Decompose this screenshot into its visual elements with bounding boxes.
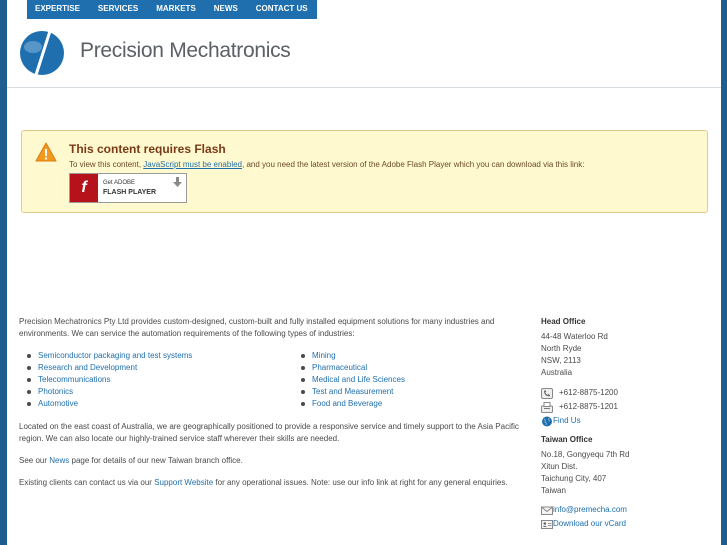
nav-expertise[interactable]: EXPERTISE [35, 4, 80, 13]
head-office-title: Head Office [541, 317, 586, 326]
industry-item[interactable]: Research and Development [19, 362, 293, 374]
email-link[interactable]: info@premecha.com [553, 505, 627, 514]
flash-title: This content requires Flash [69, 142, 226, 156]
flash-text [69, 160, 584, 169]
news-before: See our [19, 456, 50, 465]
news-text [19, 455, 519, 467]
address-line: 44-48 Waterloo Rd [541, 332, 608, 341]
industries-column-1 [19, 350, 293, 410]
download-arrow-icon [173, 177, 182, 187]
header [7, 19, 721, 88]
industry-item[interactable]: Automotive [19, 398, 293, 410]
address-line: NSW, 2113 [541, 356, 581, 365]
flash-button-player: FLASH PLAYER [103, 189, 157, 196]
flash-text-before: To view this content, [69, 160, 144, 169]
industries-list [19, 350, 519, 410]
support-after: for any operational issues. Note: use our info link at right for any general enquiries. [213, 478, 508, 487]
get-flash-player-button[interactable] [69, 173, 187, 203]
warning-icon [35, 142, 57, 162]
vcard-row [541, 517, 711, 531]
industry-item[interactable]: Medical and Life Sciences [293, 374, 405, 386]
nav-markets[interactable]: MARKETS [156, 4, 196, 13]
find-us-link[interactable]: Find Us [553, 416, 581, 425]
fax-icon [541, 402, 553, 413]
support-text [19, 477, 519, 489]
industries-column-2 [293, 350, 405, 410]
address-line: North Ryde [541, 344, 582, 353]
industry-item[interactable]: Mining [293, 350, 405, 362]
main-nav [27, 0, 317, 19]
fax-row [541, 400, 711, 414]
flash-logo-icon: f [70, 174, 98, 202]
flash-text-after: , and you need the latest version of the Adobe Flash Player which you can download via this link: [242, 160, 585, 169]
news-after: page for details of our new Taiwan branch office. [69, 456, 243, 465]
news-link[interactable]: News [49, 456, 70, 465]
industry-item[interactable]: Pharmaceutical [293, 362, 405, 374]
nav-contact-us[interactable]: CONTACT US [255, 4, 308, 13]
address-line: Taiwan [541, 486, 566, 495]
vcard-icon [541, 519, 553, 530]
top-bar [7, 0, 721, 19]
support-before: Existing clients can contact us via our [19, 478, 155, 487]
location-text: Located on the east coast of Australia, we are geographically positioned to provide a responsive service and timely support to the Asia Pacific region. We can also locate our highly-trained service staff wherever their skills are needed. [19, 422, 519, 443]
head-office-address [541, 331, 711, 379]
fax-number: +612-8875-1201 [559, 402, 618, 411]
logo-icon[interactable] [18, 29, 66, 77]
page [7, 0, 721, 545]
address-line: Australia [541, 368, 573, 377]
email-icon [541, 505, 553, 516]
industry-item[interactable]: Semiconductor packaging and test systems [19, 350, 293, 362]
brand-name[interactable]: Precision Mechatronics [80, 39, 291, 62]
left-border [0, 0, 7, 545]
industry-item[interactable]: Telecommunications [19, 374, 293, 386]
email-row [541, 503, 711, 517]
contact-sidebar [541, 316, 711, 531]
nav-news[interactable]: NEWS [213, 4, 238, 13]
address-line: No.18, Gongyequ 7th Rd [541, 450, 630, 459]
industry-item[interactable]: Photonics [19, 386, 293, 398]
phone-row [541, 386, 711, 400]
flash-button-text [98, 174, 156, 202]
globe-icon [541, 416, 553, 427]
flash-button-get: Get ADOBE [103, 180, 136, 186]
nav-services[interactable]: SERVICES [97, 4, 139, 13]
intro-text: Precision Mechatronics Pty Ltd provides custom-designed, custom-built and fully installed equipment solutions for many industries and environments. We can service the automation requirements of the following types of industries: [19, 317, 495, 338]
taiwan-office-address [541, 449, 711, 497]
right-border [721, 0, 727, 545]
flash-notice [21, 130, 708, 213]
main-content [19, 316, 519, 499]
support-website-link[interactable]: Support Website [154, 478, 214, 487]
address-line: Xitun Dist. [541, 462, 578, 471]
address-line: Taichung City, 407 [541, 474, 607, 483]
industry-item[interactable]: Food and Beverage [293, 398, 405, 410]
javascript-link[interactable]: JavaScript must be enabled [143, 160, 242, 169]
industry-item[interactable]: Test and Measurement [293, 386, 405, 398]
find-us-row [541, 414, 711, 428]
phone-number: +612-8875-1200 [559, 388, 618, 397]
taiwan-office-title: Taiwan Office [541, 435, 593, 444]
vcard-link[interactable]: Download our vCard [553, 519, 626, 528]
phone-icon [541, 388, 553, 399]
